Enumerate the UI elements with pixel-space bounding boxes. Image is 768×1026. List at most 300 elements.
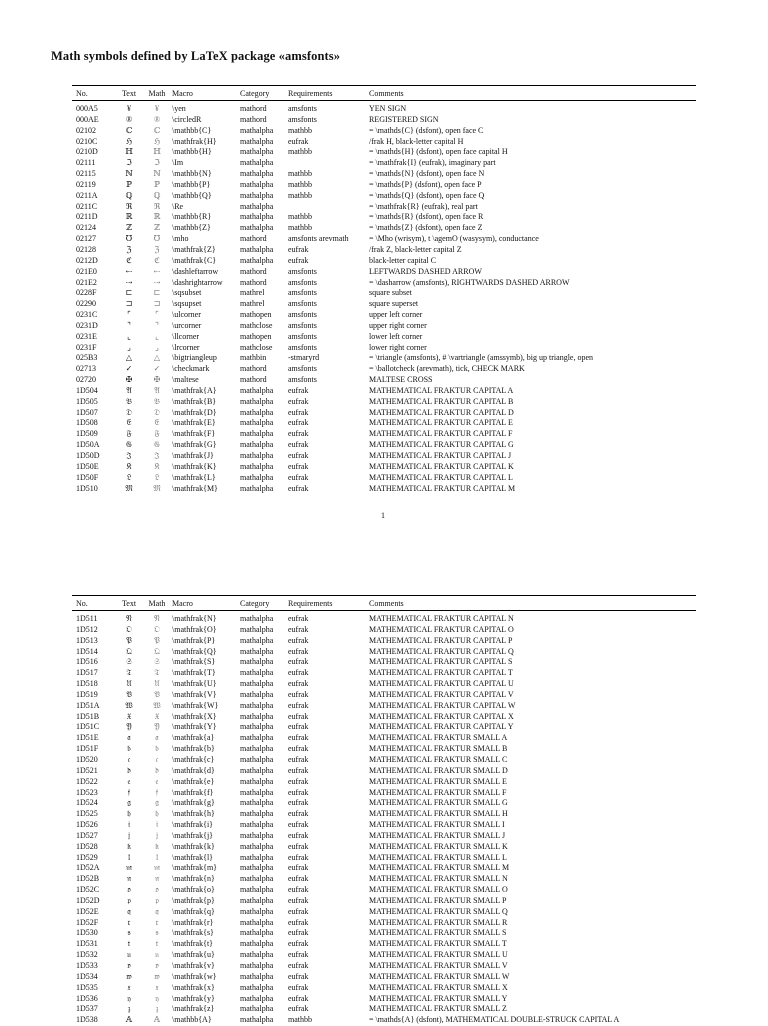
cell-category: mathalpha xyxy=(240,841,274,851)
cell-math-glyph: ⇢ xyxy=(153,277,161,287)
cell-math-glyph: ℂ xyxy=(153,125,161,135)
cell-macro: \mathbb{N} xyxy=(172,169,212,179)
cell-macro: \mathbb{Z} xyxy=(172,223,211,233)
cell-requirements: eufrak xyxy=(288,939,309,949)
cell-no: 02119 xyxy=(76,179,96,189)
cell-math-glyph: ℌ xyxy=(153,136,161,146)
table-row xyxy=(72,115,696,126)
cell-requirements xyxy=(288,202,369,213)
cell-category: mathalpha xyxy=(240,418,274,428)
cell-comments: /frak Z, black-letter capital Z xyxy=(369,244,462,254)
table-row xyxy=(72,473,696,484)
cell-category: mathalpha xyxy=(240,993,274,1003)
cell-macro: \mathfrak{W} xyxy=(172,700,219,710)
cell-no: 02115 xyxy=(76,169,96,179)
cell-text-glyph: ® xyxy=(125,114,133,124)
cell-macro: \maltese xyxy=(172,375,199,385)
cell-no: 02713 xyxy=(76,364,96,374)
cell-comments: MATHEMATICAL FRAKTUR CAPITAL J xyxy=(369,451,512,460)
cell-text-glyph: 𝔲 xyxy=(127,950,131,960)
cell-no: 1D537 xyxy=(76,1004,98,1014)
cell-no: 1D527 xyxy=(76,830,98,840)
cell-macro: \mathfrak{B} xyxy=(172,396,217,406)
cell-comments: MATHEMATICAL FRAKTUR SMALL P xyxy=(369,895,507,905)
cell-macro: \urcorner xyxy=(172,320,202,330)
cell-text-glyph: 𝔊 xyxy=(126,440,132,450)
cell-macro: \mathbb{Q} xyxy=(172,190,212,200)
table-row xyxy=(72,777,696,788)
cell-macro: \checkmark xyxy=(172,364,210,374)
cell-text-glyph: 𝔛 xyxy=(126,711,132,721)
cell-requirements xyxy=(288,158,369,169)
cell-category: mathalpha xyxy=(240,939,274,949)
cell-no: 0210C xyxy=(76,136,98,146)
cell-no: 1D52C xyxy=(76,885,100,895)
cell-category: mathalpha xyxy=(240,223,274,233)
header-no: No. xyxy=(76,88,88,98)
table-header xyxy=(72,86,696,100)
cell-comments: MATHEMATICAL FRAKTUR CAPITAL G xyxy=(369,440,514,450)
cell-macro: \mho xyxy=(172,234,189,244)
table-row xyxy=(72,831,696,842)
cell-text-glyph: ℕ xyxy=(125,169,133,179)
cell-text-glyph: 𝔵 xyxy=(127,982,131,992)
table-row xyxy=(72,137,696,148)
table-row xyxy=(72,928,696,939)
cell-no: 1D526 xyxy=(76,820,98,830)
table-row xyxy=(72,820,696,831)
cell-requirements: eufrak xyxy=(288,798,309,808)
cell-math-glyph: ℍ xyxy=(153,147,161,157)
table-row xyxy=(72,484,696,495)
cell-comments: REGISTERED SIGN xyxy=(369,114,439,124)
cell-requirements: amsfonts xyxy=(288,364,317,374)
cell-macro: \mathfrak{l} xyxy=(172,852,213,862)
cell-category: mathalpha xyxy=(240,201,274,211)
cell-macro: \mathfrak{A} xyxy=(172,385,217,395)
cell-requirements: eufrak xyxy=(288,711,309,721)
cell-category: mathalpha xyxy=(240,1015,274,1025)
cell-comments: MATHEMATICAL FRAKTUR CAPITAL T xyxy=(369,668,513,678)
table-row xyxy=(72,375,696,386)
cell-macro: \Re xyxy=(172,201,184,211)
cell-requirements: amsfonts xyxy=(288,266,317,276)
cell-requirements: amsfonts xyxy=(288,331,317,341)
cell-requirements: eufrak xyxy=(288,440,309,450)
cell-comments: = \Mho (wrisym), t \agemO (wasysym), conductance xyxy=(369,234,539,244)
cell-math-glyph: 𝔯 xyxy=(155,917,159,927)
table-row xyxy=(72,896,696,907)
cell-comments: = \mathds{Q} (dsfont), open face Q xyxy=(369,190,485,200)
cell-comments: MATHEMATICAL FRAKTUR CAPITAL E xyxy=(369,418,513,428)
cell-requirements: eufrak xyxy=(288,765,309,775)
cell-category: mathopen xyxy=(240,310,272,320)
cell-text-glyph: 𝔮 xyxy=(127,906,131,916)
cell-comments: MATHEMATICAL FRAKTUR CAPITAL P xyxy=(369,635,513,645)
cell-macro: \mathbb{R} xyxy=(172,212,212,222)
cell-text-glyph: 𝔅 xyxy=(126,396,132,406)
cell-comments: MATHEMATICAL FRAKTUR CAPITAL W xyxy=(369,700,516,710)
table-row xyxy=(72,245,696,256)
header-no: No. xyxy=(76,598,88,608)
cell-comments: MATHEMATICAL FRAKTUR SMALL N xyxy=(369,874,508,884)
cell-math-glyph: 𝔤 xyxy=(155,798,159,808)
cell-no: 1D508 xyxy=(76,418,98,428)
cell-math-glyph: ℝ xyxy=(153,212,161,222)
cell-math-glyph: ℤ xyxy=(154,223,160,233)
cell-requirements: amsfonts xyxy=(288,299,317,309)
cell-math-glyph: △ xyxy=(153,353,161,363)
cell-comments: MATHEMATICAL FRAKTUR CAPITAL B xyxy=(369,396,514,406)
table-row xyxy=(72,386,696,397)
cell-macro: \mathfrak{r} xyxy=(172,917,214,927)
cell-macro: \mathfrak{P} xyxy=(172,635,216,645)
cell-no: 021E2 xyxy=(76,277,97,287)
cell-text-glyph: ℜ xyxy=(125,201,133,211)
cell-category: mathalpha xyxy=(240,917,274,927)
cell-category: mathrel xyxy=(240,288,265,298)
cell-category: mathalpha xyxy=(240,451,274,460)
cell-text-glyph: 𝔫 xyxy=(126,874,132,884)
cell-requirements: amsfonts xyxy=(288,288,317,298)
cell-requirements: eufrak xyxy=(288,396,309,406)
cell-comments: = \mathds{R} (dsfont), open face R xyxy=(369,212,484,222)
cell-text-glyph: ℂ xyxy=(125,125,133,135)
cell-category: mathalpha xyxy=(240,765,274,775)
cell-requirements: eufrak xyxy=(288,852,309,862)
cell-math-glyph: 𝔩 xyxy=(155,852,159,862)
cell-no: 0211A xyxy=(76,190,98,200)
cell-requirements: amsfonts xyxy=(288,277,317,287)
cell-math-glyph: 𝔡 xyxy=(155,765,159,775)
cell-math-glyph: 𝔜 xyxy=(154,722,160,732)
cell-no: 0211C xyxy=(76,201,98,211)
cell-text-glyph: 𝔉 xyxy=(126,429,132,439)
cell-requirements: eufrak xyxy=(288,830,309,840)
cell-macro: \mathbb{P} xyxy=(172,179,211,189)
cell-comments: MALTESE CROSS xyxy=(369,375,433,385)
table-row xyxy=(72,722,696,733)
cell-macro: \mathfrak{O} xyxy=(172,624,217,634)
cell-macro: \mathfrak{b} xyxy=(172,744,215,754)
table-row xyxy=(72,1004,696,1015)
cell-no: 02127 xyxy=(76,234,96,244)
cell-requirements: eufrak xyxy=(288,895,309,905)
table-row xyxy=(72,321,696,332)
cell-macro: \mathfrak{a} xyxy=(172,733,215,743)
cell-no: 02720 xyxy=(76,375,96,385)
cell-no: 1D533 xyxy=(76,961,98,970)
cell-no: 1D52D xyxy=(76,895,100,905)
cell-comments: MATHEMATICAL FRAKTUR SMALL U xyxy=(369,950,508,960)
cell-no: 0210D xyxy=(76,147,98,157)
cell-category: mathalpha xyxy=(240,483,274,493)
cell-math-glyph: 𝔳 xyxy=(155,961,159,970)
cell-no: 1D536 xyxy=(76,993,98,1003)
cell-math-glyph: ⌝ xyxy=(155,320,159,330)
cell-math-glyph: ⊐ xyxy=(153,299,161,309)
cell-comments: = \mathfrak{I} (eufrak), imaginary part xyxy=(369,158,496,168)
cell-comments: MATHEMATICAL FRAKTUR CAPITAL S xyxy=(369,657,513,667)
cell-category: mathalpha xyxy=(240,885,274,895)
cell-math-glyph: 𝔔 xyxy=(154,646,160,656)
cell-macro: \Im xyxy=(172,158,184,168)
cell-category: mathalpha xyxy=(240,689,274,699)
cell-comments: MATHEMATICAL FRAKTUR SMALL V xyxy=(369,961,508,970)
cell-category: mathalpha xyxy=(240,396,274,406)
cell-no: 0228F xyxy=(76,288,97,298)
cell-requirements: eufrak xyxy=(288,874,309,884)
cell-macro: \dashrightarrow xyxy=(172,277,223,287)
cell-category: mathord xyxy=(240,104,267,113)
cell-text-glyph: 𝔜 xyxy=(126,722,132,732)
cell-category: mathalpha xyxy=(240,971,274,981)
cell-requirements: eufrak xyxy=(288,700,309,710)
cell-no: 1D525 xyxy=(76,809,98,819)
cell-category: mathalpha xyxy=(240,679,274,689)
cell-math-glyph: 𝔧 xyxy=(155,830,159,840)
cell-macro: \mathfrak{n} xyxy=(172,874,215,884)
table-row xyxy=(72,234,696,245)
cell-text-glyph: 𝔒 xyxy=(126,624,132,634)
cell-comments: = \dasharrow (amsfonts), RIGHTWARDS DASHED ARROW xyxy=(369,277,570,287)
cell-no: 1D510 xyxy=(76,483,98,493)
cell-comments: MATHEMATICAL FRAKTUR SMALL Q xyxy=(369,906,508,916)
cell-macro: \ulcorner xyxy=(172,310,201,320)
cell-no: 1D535 xyxy=(76,982,98,992)
cell-no: 1D519 xyxy=(76,689,98,699)
cell-text-glyph: 𝔈 xyxy=(126,418,132,428)
cell-math-glyph: 𝔈 xyxy=(154,418,160,428)
header-comments: Comments xyxy=(369,598,404,608)
cell-no: 1D520 xyxy=(76,754,98,764)
table-row xyxy=(72,712,696,723)
cell-requirements: amsfonts xyxy=(288,375,317,385)
cell-comments: upper right corner xyxy=(369,320,427,330)
table-row xyxy=(72,625,696,636)
table-row xyxy=(72,451,696,462)
cell-comments: upper left corner xyxy=(369,310,423,320)
cell-comments: MATHEMATICAL FRAKTUR CAPITAL L xyxy=(369,472,513,482)
cell-requirements: eufrak xyxy=(288,820,309,830)
cell-requirements: eufrak xyxy=(288,407,309,417)
cell-requirements: eufrak xyxy=(288,483,309,493)
cell-math-glyph: 𝔙 xyxy=(154,689,160,699)
cell-math-glyph: 𝔢 xyxy=(155,776,159,786)
cell-no: 1D524 xyxy=(76,798,98,808)
cell-text-glyph: △ xyxy=(125,353,133,363)
cell-comments: MATHEMATICAL FRAKTUR SMALL Z xyxy=(369,1004,507,1014)
cell-macro: \bigtriangleup xyxy=(172,353,217,363)
cell-category: mathalpha xyxy=(240,646,274,656)
cell-math-glyph: 𝔄 xyxy=(154,385,160,395)
cell-macro: \sqsubset xyxy=(172,288,202,298)
cell-comments: MATHEMATICAL FRAKTUR SMALL H xyxy=(369,809,508,819)
cell-comments: MATHEMATICAL FRAKTUR SMALL W xyxy=(369,971,510,981)
cell-macro: \circledR xyxy=(172,114,202,124)
cell-requirements: amsfonts xyxy=(288,104,317,113)
cell-comments: MATHEMATICAL FRAKTUR SMALL G xyxy=(369,798,508,808)
cell-no: 1D51A xyxy=(76,700,100,710)
cell-macro: \mathfrak{X} xyxy=(172,711,217,721)
cell-comments: MATHEMATICAL FRAKTUR CAPITAL K xyxy=(369,461,514,471)
cell-no: 1D509 xyxy=(76,429,98,439)
cell-requirements: eufrak xyxy=(288,255,309,265)
cell-text-glyph: 𝔶 xyxy=(127,993,131,1003)
symbols-table-page-1 xyxy=(72,85,696,494)
cell-no: 02124 xyxy=(76,223,96,233)
cell-text-glyph: ℙ xyxy=(125,179,132,189)
cell-comments: = \mathds{N} (dsfont), open face N xyxy=(369,169,485,179)
header-requirements: Requirements xyxy=(288,88,333,98)
table-row xyxy=(72,288,696,299)
cell-requirements: eufrak xyxy=(288,993,309,1003)
cell-comments: = \mathds{Z} (dsfont), open face Z xyxy=(369,223,483,233)
cell-category: mathalpha xyxy=(240,830,274,840)
cell-math-glyph: 𝔖 xyxy=(154,657,160,667)
cell-math-glyph: 𝔉 xyxy=(154,429,160,439)
table-row xyxy=(72,809,696,820)
cell-comments: MATHEMATICAL FRAKTUR CAPITAL D xyxy=(369,407,514,417)
cell-macro: \yen xyxy=(172,104,186,113)
cell-no: 1D521 xyxy=(76,765,98,775)
cell-math-glyph: 𝔎 xyxy=(154,461,160,471)
cell-requirements: eufrak xyxy=(288,614,309,623)
cell-math-glyph: ⊏ xyxy=(153,288,161,298)
cell-requirements: eufrak xyxy=(288,733,309,743)
cell-text-glyph: 𝔓 xyxy=(126,635,132,645)
cell-no: 1D532 xyxy=(76,950,98,960)
cell-category: mathalpha xyxy=(240,635,274,645)
cell-comments: black-letter capital C xyxy=(369,255,437,265)
cell-no: 1D514 xyxy=(76,646,98,656)
cell-no: 1D50D xyxy=(76,451,100,460)
cell-comments: /frak H, black-letter capital H xyxy=(369,136,464,146)
cell-math-glyph: 𝔨 xyxy=(155,841,159,851)
cell-requirements: eufrak xyxy=(288,885,309,895)
cell-comments: MATHEMATICAL FRAKTUR SMALL X xyxy=(369,982,508,992)
table-row xyxy=(72,158,696,169)
table-row xyxy=(72,853,696,864)
cell-text-glyph: 𝔢 xyxy=(127,776,131,786)
cell-category: mathalpha xyxy=(240,820,274,830)
cell-requirements: amsfonts xyxy=(288,114,317,124)
cell-no: 1D513 xyxy=(76,635,98,645)
cell-no: 1D50A xyxy=(76,440,100,450)
cell-requirements: amsfonts xyxy=(288,342,317,352)
cell-no: 02128 xyxy=(76,244,96,254)
cell-text-glyph: 𝔑 xyxy=(126,614,132,623)
table-row xyxy=(72,397,696,408)
cell-math-glyph: 𝔘 xyxy=(154,679,160,689)
cell-comments: = \mathfrak{R} (eufrak), real part xyxy=(369,201,478,211)
cell-category: mathalpha xyxy=(240,711,274,721)
cell-comments: MATHEMATICAL FRAKTUR CAPITAL Q xyxy=(369,646,514,656)
cell-math-glyph: ⌞ xyxy=(155,331,159,341)
cell-category: mathalpha xyxy=(240,668,274,678)
cell-math-glyph: 𝔠 xyxy=(155,754,159,764)
cell-requirements: eufrak xyxy=(288,787,309,797)
cell-math-glyph: 𝔲 xyxy=(155,950,159,960)
table-row xyxy=(72,614,696,625)
cell-requirements: mathbb xyxy=(288,212,312,222)
cell-category: mathord xyxy=(240,375,267,385)
cell-no: 1D507 xyxy=(76,407,98,417)
table-row xyxy=(72,256,696,267)
cell-macro: \mathfrak{p} xyxy=(172,895,215,905)
cell-text-glyph: ℭ xyxy=(126,255,132,265)
cell-macro: \mathfrak{i} xyxy=(172,820,213,830)
table-row xyxy=(72,636,696,647)
cell-macro: \mathfrak{S} xyxy=(172,657,216,667)
cell-comments: MATHEMATICAL FRAKTUR SMALL F xyxy=(369,787,507,797)
cell-comments: lower left corner xyxy=(369,331,423,341)
table-row xyxy=(72,180,696,191)
cell-math-glyph: 𝔫 xyxy=(154,874,160,884)
cell-text-glyph: 𝔐 xyxy=(125,483,133,493)
cell-requirements: eufrak xyxy=(288,776,309,786)
cell-comments: MATHEMATICAL FRAKTUR CAPITAL N xyxy=(369,614,514,623)
cell-math-glyph: 𝔴 xyxy=(154,971,160,981)
table-row xyxy=(72,440,696,451)
cell-text-glyph: 𝔇 xyxy=(126,407,132,417)
cell-text-glyph: 𝔡 xyxy=(127,765,131,775)
cell-category: mathalpha xyxy=(240,722,274,732)
cell-requirements: eufrak xyxy=(288,961,309,970)
cell-text-glyph: ⌜ xyxy=(127,310,131,320)
cell-no: 1D51B xyxy=(76,711,100,721)
cell-category: mathalpha xyxy=(240,776,274,786)
cell-math-glyph: ℑ xyxy=(154,158,160,168)
cell-comments: MATHEMATICAL FRAKTUR SMALL S xyxy=(369,928,507,938)
cell-requirements: eufrak xyxy=(288,809,309,819)
table-row xyxy=(72,647,696,658)
cell-text-glyph: 𝔘 xyxy=(126,679,132,689)
cell-macro: \mathbb{A} xyxy=(172,1015,212,1025)
cell-macro: \mathfrak{M} xyxy=(172,483,218,493)
cell-text-glyph: ℍ xyxy=(125,147,133,157)
cell-comments: = \mathds{P} (dsfont), open face P xyxy=(369,179,482,189)
cell-category: mathopen xyxy=(240,331,272,341)
cell-no: 1D516 xyxy=(76,657,98,667)
cell-macro: \mathfrak{C} xyxy=(172,255,217,265)
cell-math-glyph: 𝔑 xyxy=(154,614,160,623)
cell-requirements: amsfonts xyxy=(288,320,317,330)
cell-macro: \mathfrak{G} xyxy=(172,440,217,450)
cell-comments: MATHEMATICAL FRAKTUR CAPITAL U xyxy=(369,679,514,689)
cell-math-glyph: ⇠ xyxy=(153,266,161,276)
cell-comments: MATHEMATICAL FRAKTUR SMALL R xyxy=(369,917,508,927)
cell-no: 1D518 xyxy=(76,679,98,689)
cell-requirements: eufrak xyxy=(288,841,309,851)
cell-comments: = \ballotcheck (arevmath), tick, CHECK MARK xyxy=(369,364,525,374)
cell-requirements: amsfonts arevmath xyxy=(288,234,349,244)
table-row xyxy=(72,364,696,375)
table-row xyxy=(72,701,696,712)
cell-macro: \mathfrak{h} xyxy=(172,809,215,819)
cell-text-glyph: 𝔔 xyxy=(126,646,132,656)
cell-comments: lower right corner xyxy=(369,342,427,352)
cell-category: mathbin xyxy=(240,353,267,363)
symbols-table-page-2 xyxy=(72,595,696,1026)
cell-no: 1D51E xyxy=(76,733,99,743)
cell-requirements: eufrak xyxy=(288,754,309,764)
cell-text-glyph: 𝔟 xyxy=(127,744,131,754)
table-row xyxy=(72,907,696,918)
cell-comments: MATHEMATICAL FRAKTUR SMALL B xyxy=(369,744,508,754)
cell-text-glyph: 𝔪 xyxy=(125,863,133,873)
cell-text-glyph: 𝔭 xyxy=(127,895,131,905)
